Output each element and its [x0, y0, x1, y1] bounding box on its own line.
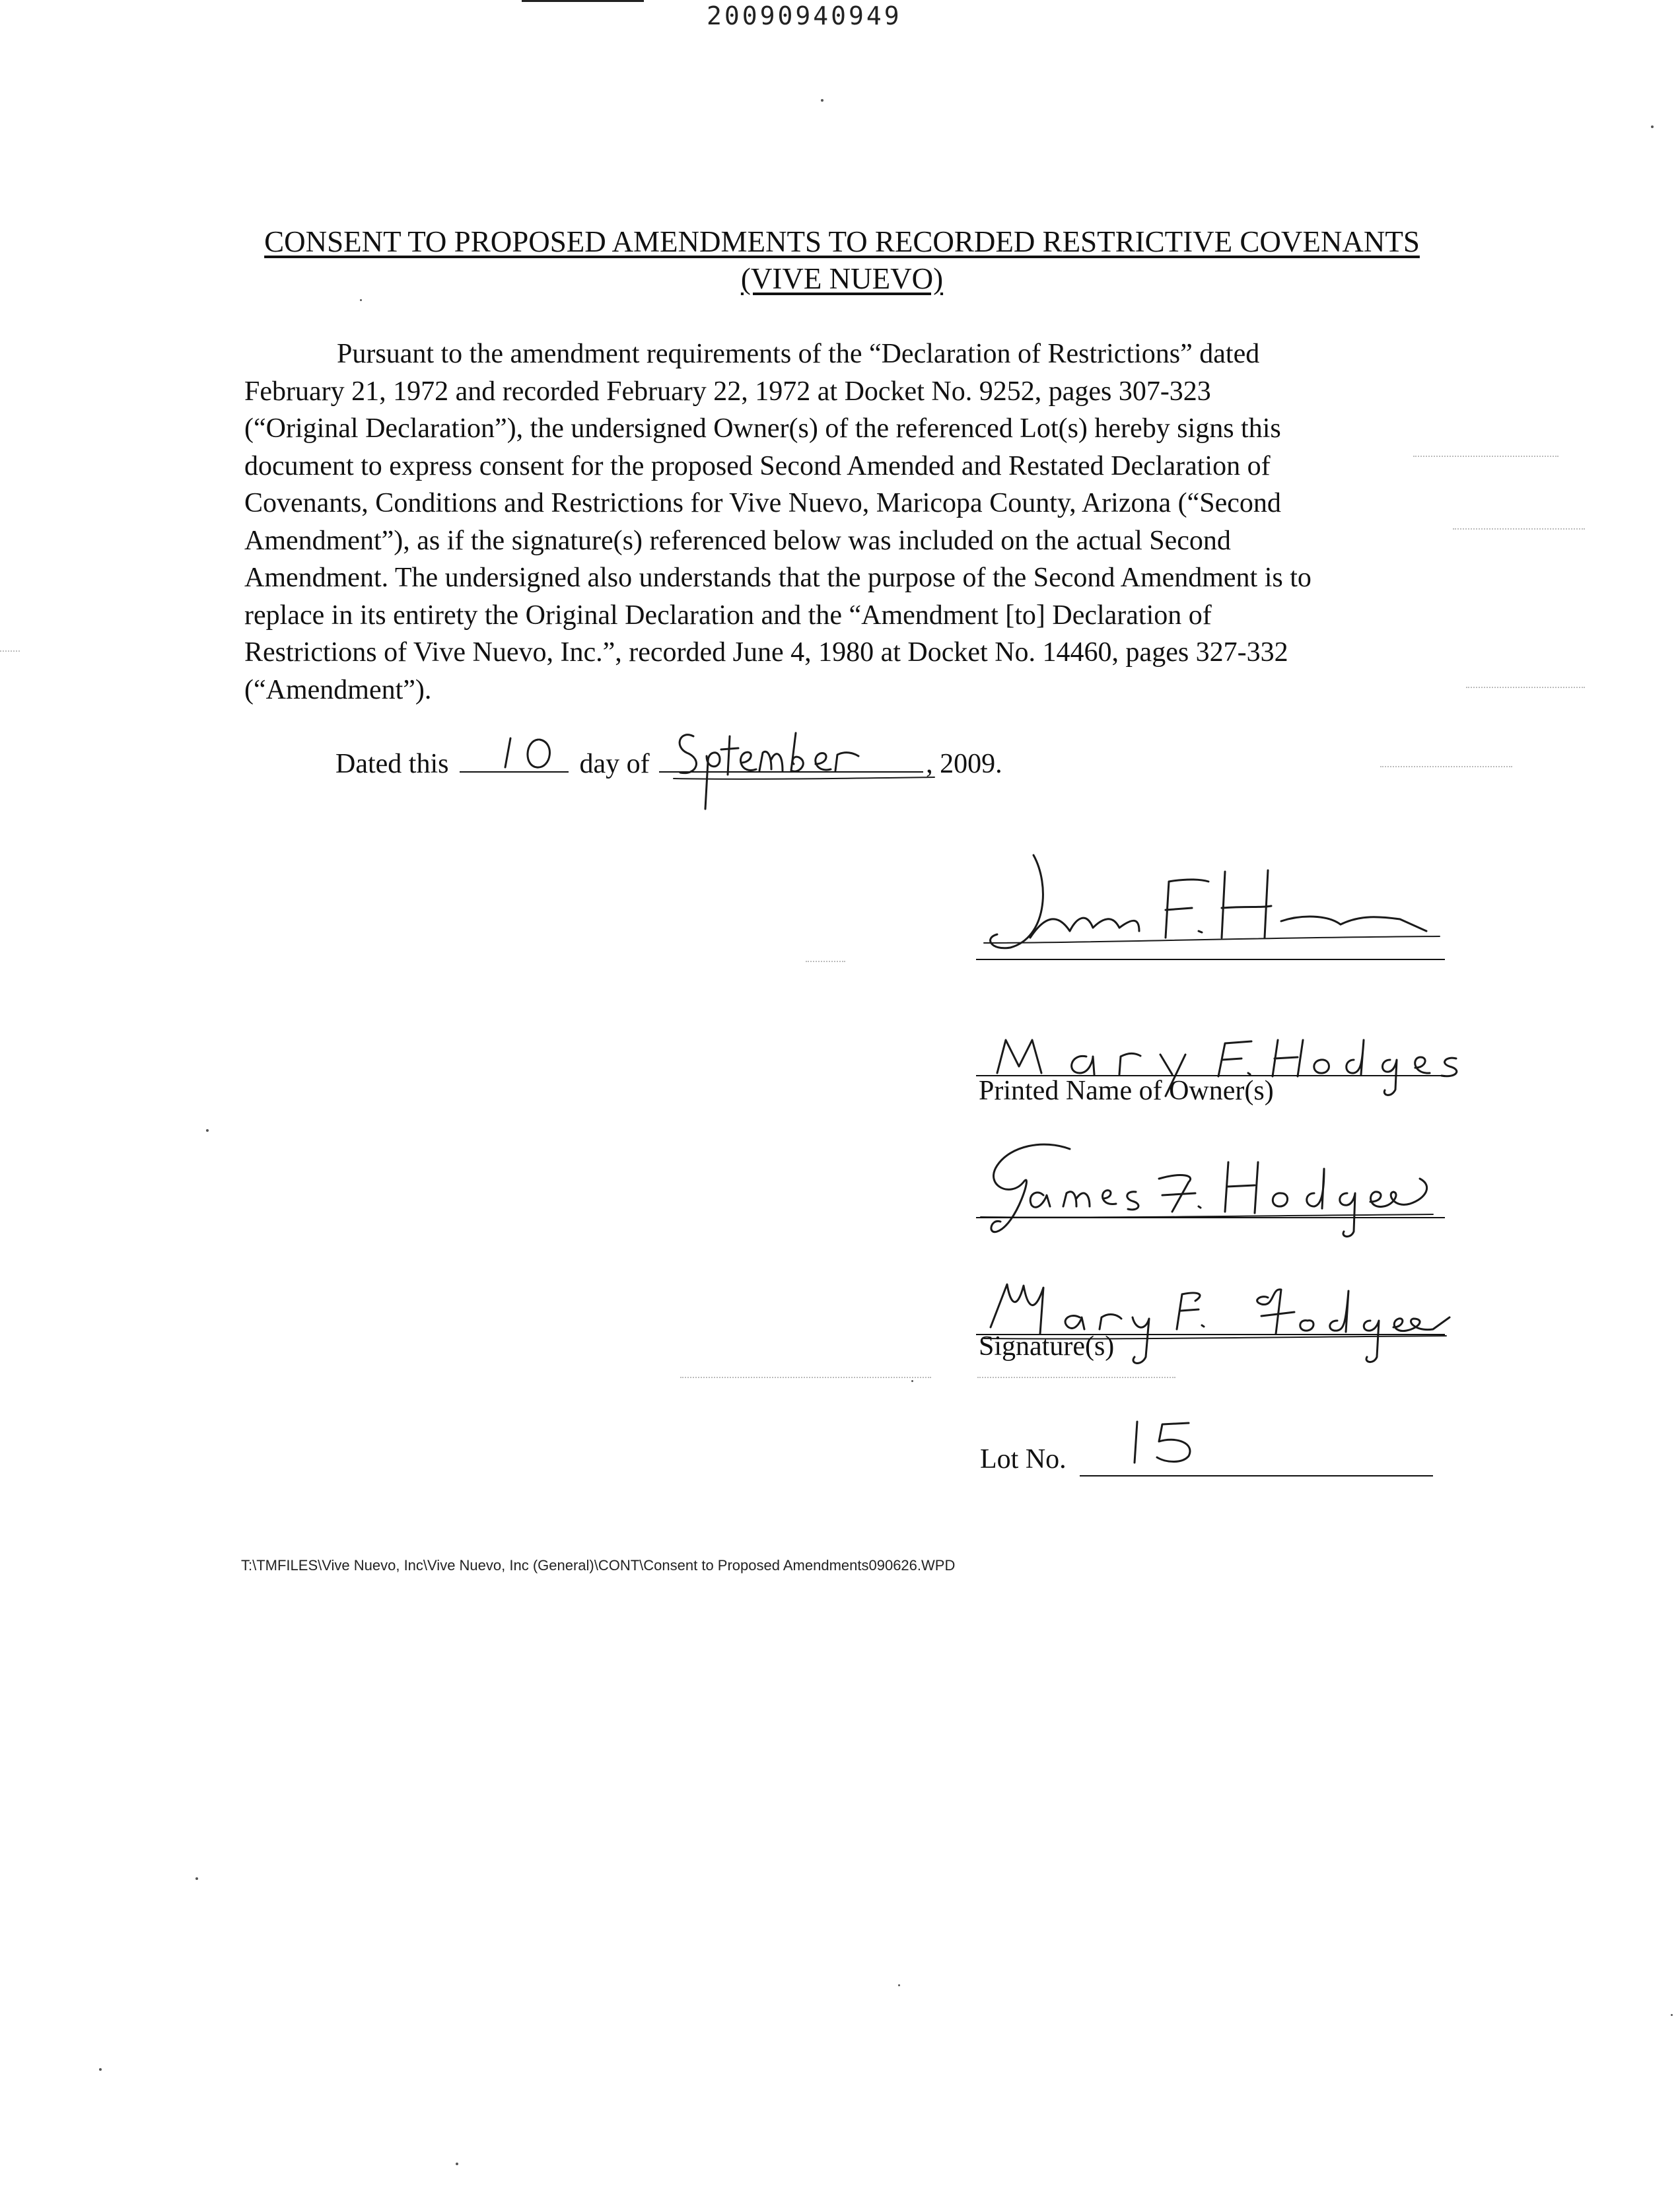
- body-line: Pursuant to the amendment requirements of the “Declaration of Restrictions” dated: [337, 339, 1260, 369]
- recording-number: 20090940949: [707, 1, 902, 30]
- scan-speck: [1651, 125, 1654, 128]
- dated-middle: day of: [579, 749, 650, 779]
- scan-speck: [206, 1129, 209, 1132]
- scan-noise: [1466, 687, 1585, 689]
- signature-scribble-1: [971, 845, 1446, 964]
- scan-speck: [360, 299, 362, 301]
- file-path-footer: T:\TMFILES\Vive Nuevo, Inc\Vive Nuevo, Inc (General)\CONT\Consent to Proposed Amendments090626.WPD: [241, 1557, 956, 1574]
- scan-noise: [1413, 456, 1558, 458]
- body-line: replace in its entirety the Original Declaration and the “Amendment [to] Declaration of: [244, 600, 1212, 631]
- dated-year: , 2009.: [926, 749, 1002, 779]
- body-line: (“Amendment”).: [244, 674, 432, 705]
- title-line-1: CONSENT TO PROPOSED AMENDMENTS TO RECORDED RESTRICTIVE COVENANTS: [264, 225, 1420, 258]
- handwritten-day-value: [499, 733, 571, 779]
- scan-speck: [1671, 2014, 1673, 2016]
- printed-name-label: Printed Name of Owner(s): [979, 1076, 1274, 1106]
- body-paragraph: [244, 335, 1453, 709]
- body-line: February 21, 1972 and recorded February 22, 1972 at Docket No. 9252, pages 307-323: [244, 376, 1211, 407]
- scan-speck: [898, 1984, 900, 1986]
- scan-speck: [99, 2068, 102, 2071]
- body-line: Covenants, Conditions and Restrictions for Vive Nuevo, Maricopa County, Arizona (“Second: [244, 488, 1281, 518]
- body-line: Amendment”), as if the signature(s) referenced below was included on the actual Second: [244, 525, 1231, 556]
- title-line-2: (VIVE NUEVO): [740, 262, 944, 295]
- top-edge-line: [522, 0, 644, 2]
- scan-speck: [456, 2163, 458, 2165]
- scan-noise: [977, 1377, 1175, 1379]
- lot-number-blank: [1080, 1475, 1433, 1476]
- scan-noise: [1453, 528, 1585, 531]
- body-line: document to express consent for the proposed Second Amended and Restated Declaration of: [244, 450, 1271, 481]
- handwritten-month-value: [667, 723, 944, 816]
- scan-speck: [195, 1877, 198, 1880]
- body-line: (“Original Declaration”), the undersigned Owner(s) of the referenced Lot(s) hereby signs this: [244, 413, 1281, 444]
- dated-prefix: Dated this: [335, 749, 449, 779]
- signature-line-1: [976, 1217, 1445, 1218]
- scan-speck: [911, 1380, 913, 1382]
- scan-noise: [806, 961, 845, 963]
- scan-noise: [1380, 766, 1512, 769]
- scan-noise: [0, 650, 20, 653]
- body-line: Amendment. The undersigned also understands that the purpose of the Second Amendment is to: [244, 563, 1312, 593]
- printed-name-line-1: [976, 959, 1445, 960]
- document-title: [238, 223, 1446, 297]
- handwritten-lot-value: [1123, 1416, 1208, 1469]
- signature-label: Signature(s): [979, 1331, 1115, 1362]
- lot-label: Lot No.: [980, 1444, 1067, 1475]
- scan-speck: [821, 99, 823, 102]
- body-line: Restrictions of Vive Nuevo, Inc.”, recorded June 4, 1980 at Docket No. 14460, pages 327-332: [244, 637, 1288, 668]
- scan-noise: [680, 1377, 931, 1379]
- signature-james: [971, 1132, 1446, 1245]
